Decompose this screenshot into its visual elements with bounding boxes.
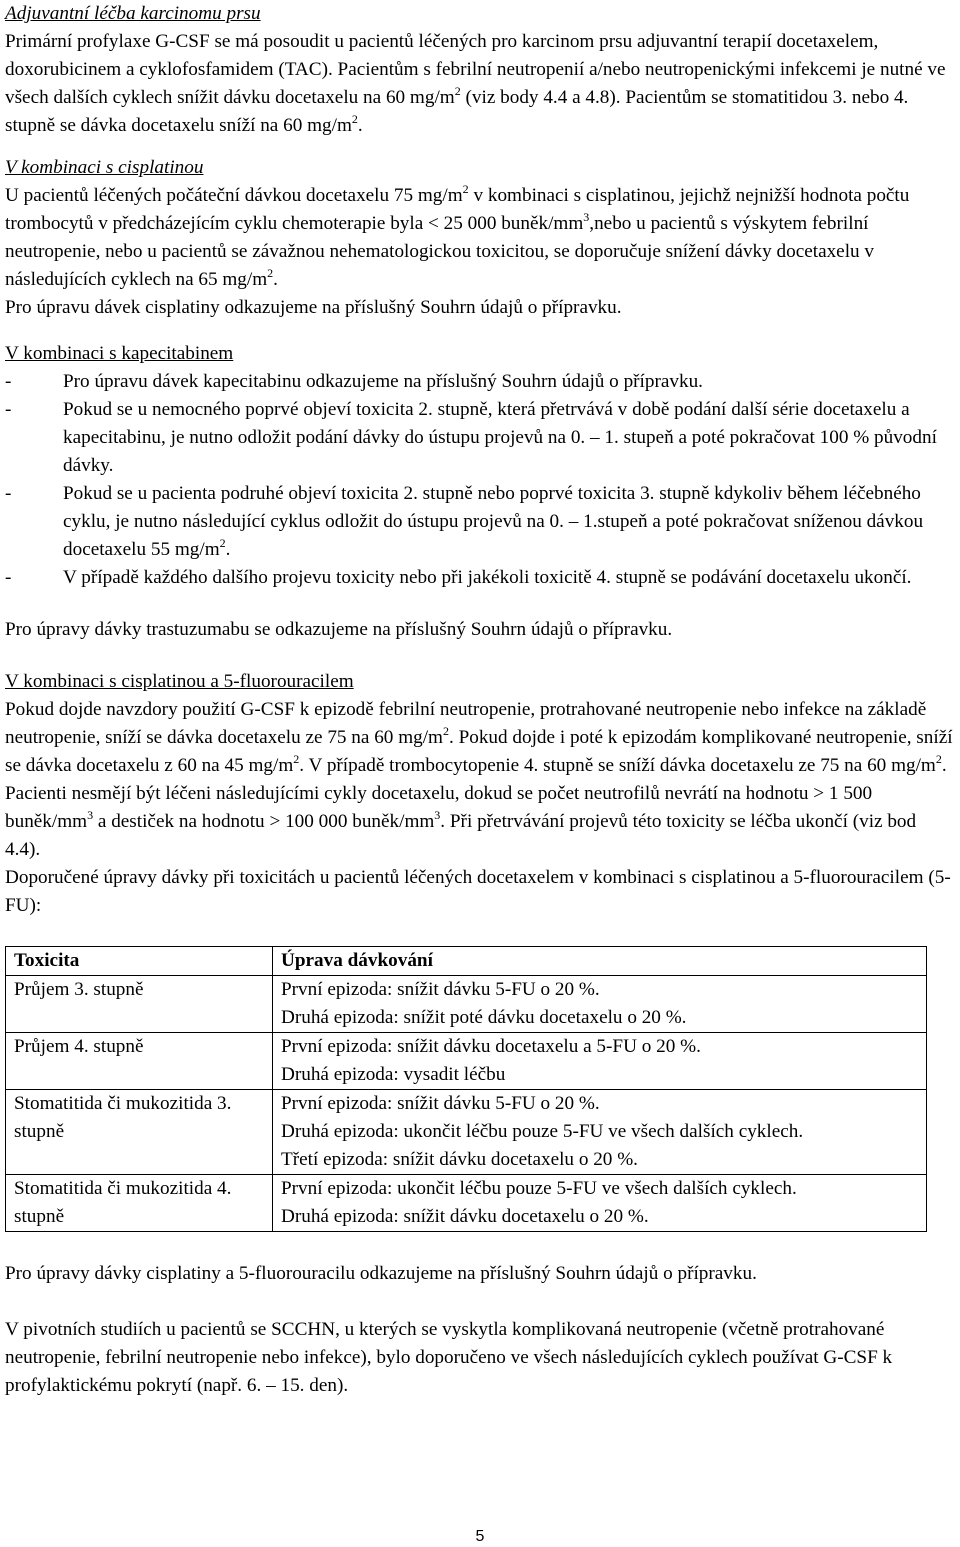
toxicity-cell: Stomatitida či mukozitida 4. stupně	[6, 1175, 273, 1232]
section-heading-breast: Adjuvantní léčba karcinomu prsu	[5, 3, 261, 24]
paragraph-cisplatin-reference: Pro úpravu dávek cisplatiny odkazujeme na příslušný Souhrn údajů o přípravku.	[5, 297, 622, 318]
adjustment-line: Druhá epizoda: snížit dávku docetaxelu o 20 %.	[281, 1206, 649, 1227]
adjustment-line: Druhá epizoda: ukončit léčbu pouze 5-FU ve všech dalších cyklech.	[281, 1121, 804, 1142]
list-item: - Pokud se u nemocného poprvé objeví toxicita 2. stupně, která přetrvává v době podání další série docetaxelu a kapecitabinu, je nutno odložit podání dávky do ústupu projevů na 0. – 1. stupeň a poté pokračovat 100 % původní dávky.	[5, 396, 955, 480]
column-header-adjustment: Úprava dávkování	[273, 947, 927, 976]
toxicity-table	[5, 946, 927, 1232]
section-heading-5fu: V kombinaci s cisplatinou a 5-fluorouracilem	[5, 671, 354, 692]
list-item: - V případě každého dalšího projevu toxicity nebo při jakékoli toxicitě 4. stupně se podávání docetaxelu ukončí.	[5, 564, 955, 592]
adjustment-cell	[273, 1175, 927, 1232]
adjustment-cell	[273, 1033, 927, 1090]
list-item: - Pro úpravu dávek kapecitabinu odkazujeme na příslušný Souhrn údajů o přípravku.	[5, 368, 955, 396]
paragraph-scchn: V pivotních studiích u pacientů se SCCHN, u kterých se vyskytla komplikovaná neutropenie (včetně protrahované neutropenie, febrilní neutropenie nebo infekce), bylo doporučeno ve všech následujících cyklech používat G-CSF k profylaktickému pokrytí (např. 6. – 15. den).	[5, 1319, 893, 1396]
adjustment-line: Třetí epizoda: snížit dávku docetaxelu o 20 %.	[281, 1149, 638, 1170]
toxicity-cell: Stomatitida či mukozitida 3. stupně	[6, 1090, 273, 1175]
adjustment-line: První epizoda: snížit dávku 5-FU o 20 %.	[281, 979, 600, 1000]
section-heading-capecitabine: V kombinaci s kapecitabinem	[5, 343, 234, 364]
adjustment-line: První epizoda: ukončit léčbu pouze 5-FU ve všech dalších cyklech.	[281, 1178, 797, 1199]
capecitabine-list	[5, 368, 955, 592]
toxicity-cell: Průjem 3. stupně	[6, 976, 273, 1033]
adjustment-line: Druhá epizoda: vysadit léčbu	[281, 1064, 506, 1085]
table-header-row	[6, 947, 927, 976]
adjustment-cell	[273, 976, 927, 1033]
paragraph-trastuzumab: Pro úpravy dávky trastuzumabu se odkazujeme na příslušný Souhrn údajů o přípravku.	[5, 619, 673, 640]
paragraph-after-table: Pro úpravy dávky cisplatiny a 5-fluorouracilu odkazujeme na příslušný Souhrn údajů o přípravku.	[5, 1263, 757, 1284]
paragraph-5fu: Pokud dojde navzdory použití G-CSF k epizodě febrilní neutropenie, protrahované neutropenie nebo infekce na základě neutropenie, sníží se dávka docetaxelu ze 75 na 60 $mg/m^2$. Pokud dojde i poté k epizodám komplikované neutropenie, sníží se dávka docetaxelu z 60 na 45 $mg/m^2$. V případě trombocytopenie 4. stupně se sníží dávka docetaxelu ze 75 na 60 $mg/m^2$. Pacienti nesmějí být léčeni následujícími cykly docetaxelu, dokud se počet neutrofilů nevrátí na hodnotu > 1 500 buněk/$mm^3$ a destiček na hodnotu > 100 000 buněk/$mm^3$. Při přetrvávání projevů této toxicity se léčba ukončí (viz bod 4.4).	[5, 699, 953, 860]
paragraph-5fu-recommendation: Doporučené úpravy dávky při toxicitách u pacientů léčených docetaxelem v kombinaci s cisplatinou a 5-fluorouracilem (5-FU):	[5, 867, 951, 916]
list-item: - Pokud se u pacienta podruhé objeví toxicita 2. stupně nebo poprvé toxicita 3. stupně kdykoliv během léčebného cyklu, je nutno následující cyklus odložit do ústupu projevů na 0. – 1.stupeň a poté pokračovat sníženou dávkou docetaxelu 55 $mg/m^2$.	[5, 480, 955, 564]
table-row	[6, 1090, 927, 1175]
adjustment-cell	[273, 1090, 927, 1175]
toxicity-cell: Průjem 4. stupně	[6, 1033, 273, 1090]
adjustment-line: Druhá epizoda: snížit poté dávku docetaxelu o 20 %.	[281, 1007, 687, 1028]
paragraph-breast: Primární profylaxe G-CSF se má posoudit u pacientů léčených pro karcinom prsu adjuvantní terapií docetaxelem, doxorubicinem a cyklofosfamidem (TAC). Pacientům s febrilní neutropenií a/nebo neutropenickými infekcemi je nutné ve všech dalších cyklech snížit dávku docetaxelu na 60 $mg/m^2$ (viz body 4.4 a 4.8). Pacientům se stomatitidou 3. nebo 4. stupně se dávka docetaxelu sníží na 60 $mg/m^2$.	[5, 31, 946, 136]
table-row	[6, 1033, 927, 1090]
document-page	[5, 0, 955, 1400]
adjustment-line: První epizoda: snížit dávku docetaxelu a 5-FU o 20 %.	[281, 1036, 701, 1057]
column-header-toxicity: Toxicita	[6, 947, 273, 976]
table-row	[6, 976, 927, 1033]
paragraph-cisplatin: U pacientů léčených počáteční dávkou docetaxelu 75 $mg/m^2$ v kombinaci s cisplatinou, jejichž nejnižší hodnota počtu trombocytů v předcházejícím cyklu chemoterapie byla < 25 000 buněk/$mm^3,nebo$ u pacientů s výskytem febrilní neutropenie, nebo u pacientů se závažnou nehematologickou toxicitou, se doporučuje snížení dávky docetaxelu v následujících cyklech na 65 $mg/m^2$.	[5, 181, 910, 290]
page-number: 5	[475, 1528, 485, 1545]
adjustment-line: První epizoda: snížit dávku 5-FU o 20 %.	[281, 1093, 600, 1114]
section-heading-cisplatin: V kombinaci s cisplatinou	[5, 157, 204, 178]
table-row	[6, 1175, 927, 1232]
